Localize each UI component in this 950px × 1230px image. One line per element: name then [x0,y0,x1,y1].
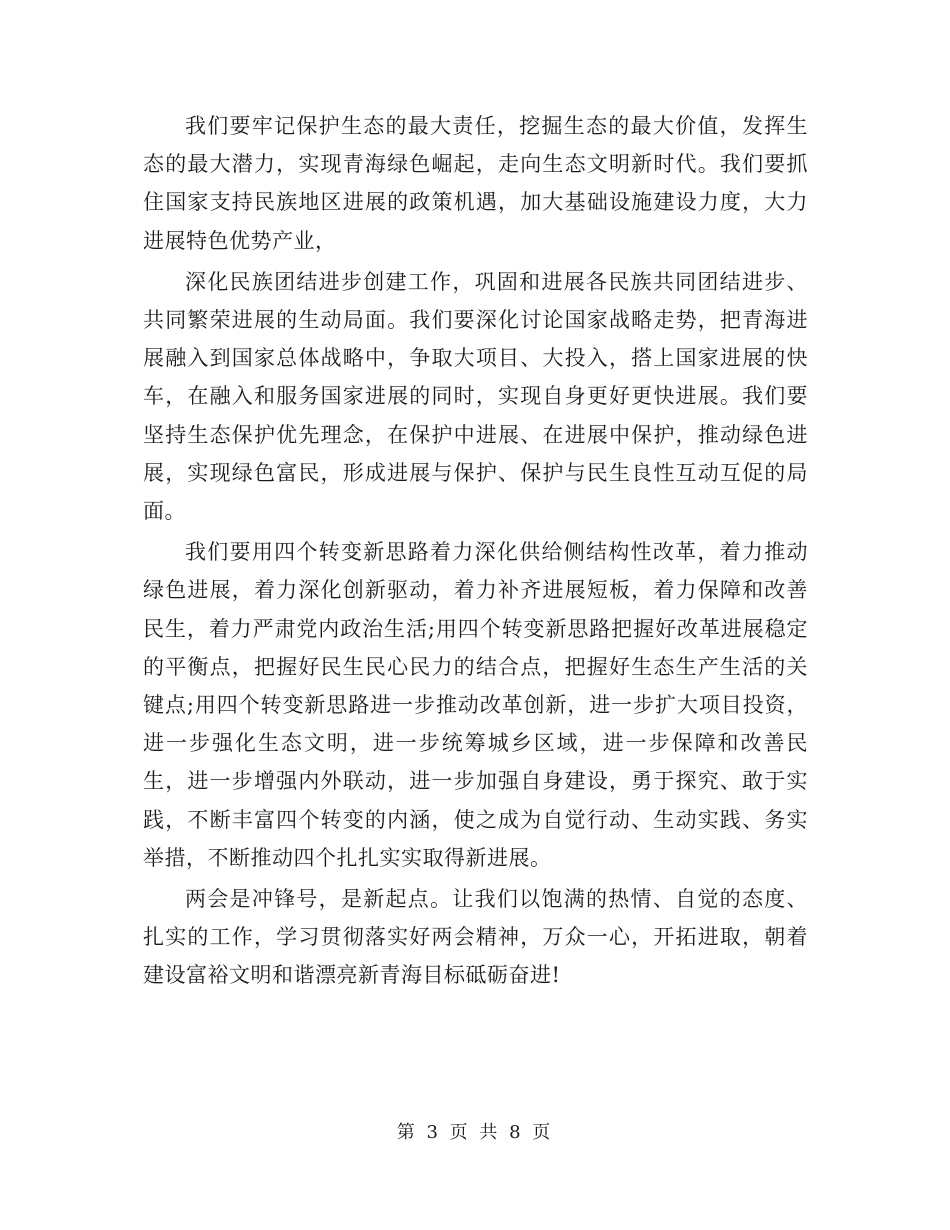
paragraph-4: 两会是冲锋号，是新起点。让我们以饱满的热情、自觉的态度、扎实的工作，学习贯彻落实好两会精神，万众一心，开拓进取，朝着建设富裕文明和谐漂亮新青海目标砥砺奋进! [143,887,808,988]
page-footer [0,1118,950,1144]
paragraph-2: 深化民族团结进步创建工作，巩固和进展各民族共同团结进步、共同繁荣进展的生动局面。我们要深化讨论国家战略走势，把青海进展融入到国家总体战略中，争取大项目、大投入，搭上国家进展的快车，在融入和服务国家进展的同时，实现自身更好更快进展。我们要坚持生态保护优先理念，在保护中进展、在进展中保护，推动绿色进展，实现绿色富民，形成进展与保护、保护与民生良性互动互促的局面。 [143,269,808,524]
page-number-label: 第 3 页 共 8 页 [396,1122,554,1143]
paragraph-3: 我们要用四个转变新思路着力深化供给侧结构性改革，着力推动绿色进展，着力深化创新驱动，着力补齐进展短板，着力保障和改善民生，着力严肃党内政治生活;用四个转变新思路把握好改革进展稳定的平衡点，把握好民生民心民力的结合点，把握好生态生产生活的关键点;用四个转变新思路进一步推动改革创新，进一步扩大项目投资，进一步强化生态文明，进一步统筹城乡区域，进一步保障和改善民生，进一步增强内外联动，进一步加强自身建设，勇于探究、敢于实践，不断丰富四个转变的内涵，使之成为自觉行动、生动实践、务实举措，不断推动四个扎扎实实取得新进展。 [143,540,808,870]
document-body [143,107,808,998]
paragraph-1: 我们要牢记保护生态的最大责任，挖掘生态的最大价值，发挥生态的最大潜力，实现青海绿色崛起，走向生态文明新时代。我们要抓住国家支持民族地区进展的政策机遇，加大基础设施建设力度，大力进展特色优势产业， [143,114,808,253]
